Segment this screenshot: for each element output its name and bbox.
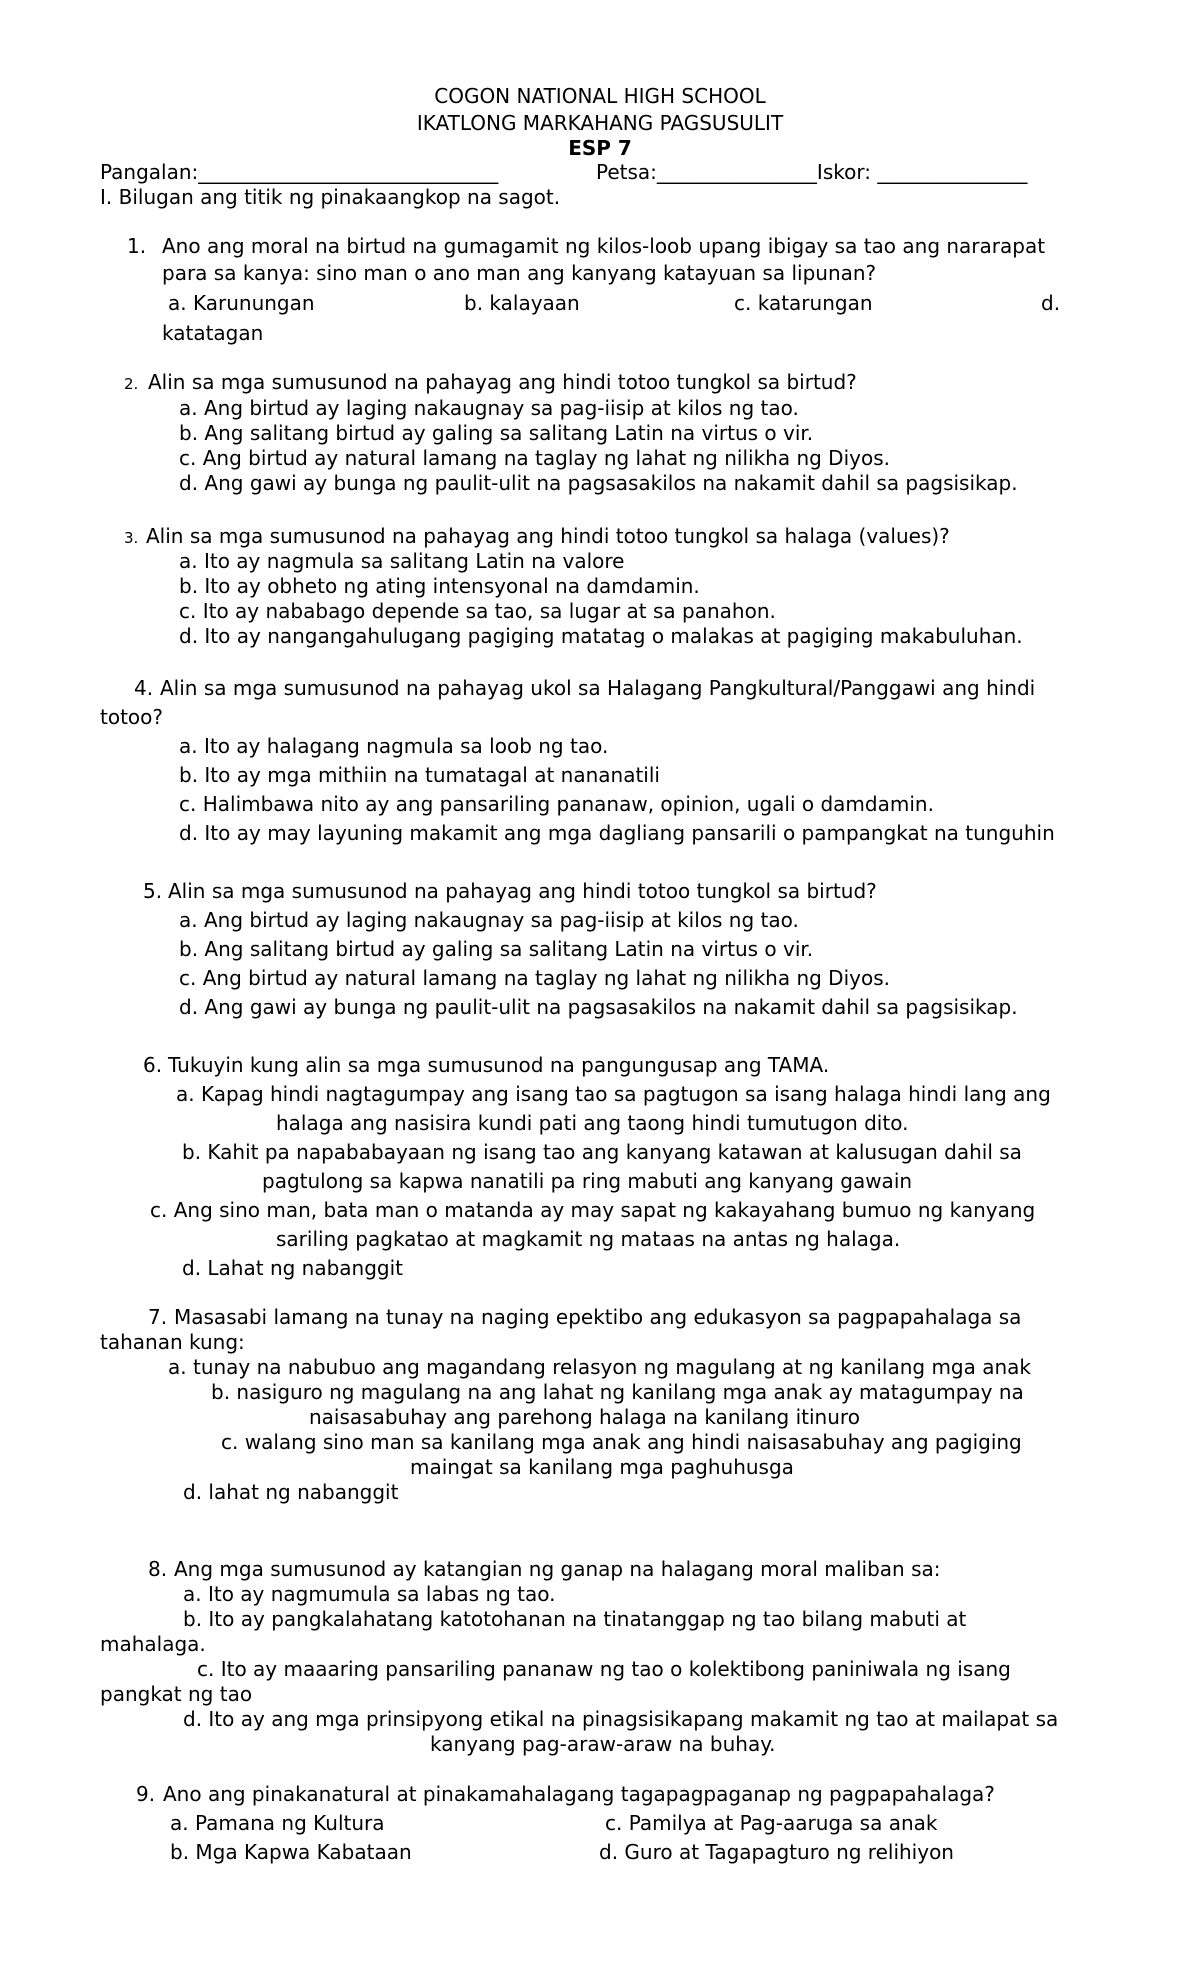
choice-d: d. lahat ng nabanggit bbox=[183, 1480, 399, 1504]
choice-d: d. Ito ay may layuning makamit ang mga dagliang pansarili o pampangkat na tunguhin bbox=[179, 821, 1055, 845]
name-label: Pangalan: bbox=[100, 160, 199, 184]
choice-a: a. Ang birtud ay laging nakaugnay sa pag-iisip at kilos ng tao. bbox=[179, 396, 799, 420]
question-text: Ano ang pinakanatural at pinakamahalagang tagapagpaganap ng pagpapahalaga? bbox=[163, 1782, 995, 1806]
choice-b: b. Mga Kapwa Kabataan bbox=[170, 1840, 412, 1864]
choice-d: d. Lahat ng nabanggit bbox=[182, 1256, 404, 1280]
question-text: Ano ang moral na birtud na gumagamit ng kilos-loob upang ibigay sa tao ang nararapat bbox=[162, 234, 1046, 258]
score-label: Iskor: bbox=[816, 160, 878, 184]
question-text: Alin sa mga sumusunod na pahayag ang hindi totoo tungkol sa birtud? bbox=[168, 879, 877, 903]
choice-d: d. bbox=[1041, 291, 1061, 315]
choice-d: d. Ito ay nangangahulugang pagiging matatag o malakas at pagiging makabuluhan. bbox=[179, 624, 1023, 648]
choice-a: a. Pamana ng Kultura bbox=[170, 1811, 385, 1835]
choice-a: a. Ito ay nagmula sa salitang Latin na valore bbox=[179, 549, 625, 573]
question-number: 9. bbox=[136, 1782, 156, 1806]
choice-b-cont: pagtulong sa kapwa nanatili pa ring mabuti ang kanyang gawain bbox=[262, 1169, 913, 1193]
question-text: Alin sa mga sumusunod na pahayag ang hindi totoo tungkol sa halaga (values)? bbox=[146, 524, 950, 548]
question-text: totoo? bbox=[100, 705, 164, 729]
school-name: COGON NATIONAL HIGH SCHOOL bbox=[434, 84, 766, 108]
choice-b-cont: naisasabuhay ang parehong halaga na kanilang itinuro bbox=[309, 1405, 860, 1429]
question-text: Masasabi lamang na tunay na naging epektibo ang edukasyon sa pagpapahalaga sa bbox=[174, 1305, 1022, 1329]
date-field bbox=[596, 160, 1027, 185]
name-field bbox=[100, 160, 498, 185]
choice-a: a. Ito ay nagmumula sa labas ng tao. bbox=[183, 1582, 556, 1606]
choice-b: b. Ang salitang birtud ay galing sa salitang Latin na virtus o vir. bbox=[179, 421, 814, 445]
choice-b: b. nasiguro ng magulang na ang lahat ng kanilang mga anak ay matagumpay na bbox=[211, 1380, 1024, 1404]
choice-d: d. Guro at Tagapagturo ng relihiyon bbox=[599, 1840, 954, 1864]
question-text: Alin sa mga sumusunod na pahayag ang hindi totoo tungkol sa birtud? bbox=[148, 370, 857, 394]
choice-c: c. Ito ay maaaring pansariling pananaw ng tao o kolektibong paniniwala ng isang bbox=[197, 1657, 1011, 1681]
choice-c: c. Ang birtud ay natural lamang na taglay ng lahat ng nilikha ng Diyos. bbox=[179, 446, 890, 470]
exam-title: IKATLONG MARKAHANG PAGSUSULIT bbox=[416, 111, 784, 135]
subject-title: ESP 7 bbox=[568, 136, 632, 160]
choice-c: c. Halimbawa nito ay ang pansariling pananaw, opinion, ugali o damdamin. bbox=[179, 792, 934, 816]
choice-a: a. Ito ay halagang nagmula sa loob ng tao. bbox=[179, 734, 609, 758]
question-number: 1. bbox=[127, 234, 147, 258]
choice-b: b. kalayaan bbox=[464, 291, 580, 315]
choice-d-text: katatagan bbox=[162, 321, 264, 345]
choice-c-cont: maingat sa kanilang mga paghuhusga bbox=[410, 1455, 794, 1479]
choice-b: b. Ang salitang birtud ay galing sa salitang Latin na virtus o vir. bbox=[179, 937, 814, 961]
question-number: 5. bbox=[143, 879, 163, 903]
instructions: I. Bilugan ang titik ng pinakaangkop na sagot. bbox=[100, 185, 561, 209]
choice-a: a. Kapag hindi nagtagumpay ang isang tao sa pagtugon sa isang halaga hindi lang ang bbox=[176, 1082, 1051, 1106]
choice-c: c. katarungan bbox=[734, 291, 873, 315]
question-text: Tukuyin kung alin sa mga sumusunod na pangungusap ang TAMA. bbox=[168, 1053, 830, 1077]
choice-b-cont: mahalaga. bbox=[100, 1632, 206, 1656]
question-number: 4. bbox=[134, 676, 154, 700]
date-blank: ________________ bbox=[656, 160, 817, 184]
choice-c: c. Pamilya at Pag-aaruga sa anak bbox=[605, 1811, 938, 1835]
choice-d: d. Ang gawi ay bunga ng paulit-ulit na pagsasakilos na nakamit dahil sa pagsisikap. bbox=[179, 471, 1018, 495]
choice-d: d. Ang gawi ay bunga ng paulit-ulit na pagsasakilos na nakamit dahil sa pagsisikap. bbox=[179, 995, 1018, 1019]
question-number: 6. bbox=[143, 1053, 163, 1077]
question-number: 2. bbox=[124, 375, 139, 393]
choice-b: b. Ito ay mga mithiin na tumatagal at nananatili bbox=[179, 763, 660, 787]
name-blank: ______________________________ bbox=[198, 160, 499, 184]
question-text: Alin sa mga sumusunod na pahayag ukol sa Halagang Pangkultural/Panggawi ang hindi bbox=[160, 676, 1036, 700]
choice-c: c. walang sino man sa kanilang mga anak ang hindi naisasabuhay ang pagiging bbox=[221, 1430, 1022, 1454]
question-text: para sa kanya: sino man o ano man ang kanyang katayuan sa lipunan? bbox=[162, 261, 877, 285]
question-number: 8. bbox=[148, 1557, 168, 1581]
choice-c: c. Ito ay nababago depende sa tao, sa lugar at sa panahon. bbox=[179, 599, 776, 623]
choice-d-cont: kanyang pag-araw-araw na buhay. bbox=[430, 1732, 776, 1756]
choice-c-cont: pangkat ng tao bbox=[100, 1682, 253, 1706]
choice-a: a. tunay na nabubuo ang magandang relasyon ng magulang at ng kanilang mga anak bbox=[168, 1355, 1032, 1379]
choice-b: b. Ito ay pangkalahatang katotohanan na tinatanggap ng tao bilang mabuti at bbox=[183, 1607, 967, 1631]
choice-c-cont: sariling pagkatao at magkamit ng mataas na antas ng halaga. bbox=[276, 1227, 901, 1251]
choice-b: b. Ito ay obheto ng ating intensyonal na damdamin. bbox=[179, 574, 700, 598]
choice-a: a. Karunungan bbox=[168, 291, 315, 315]
question-text: tahanan kung: bbox=[100, 1330, 245, 1354]
choice-b: b. Kahit pa napababayaan ng isang tao ang kanyang katawan at kalusugan dahil sa bbox=[182, 1140, 1022, 1164]
choice-a: a. Ang birtud ay laging nakaugnay sa pag-iisip at kilos ng tao. bbox=[179, 908, 799, 932]
question-number: 3. bbox=[124, 529, 139, 547]
date-label: Petsa: bbox=[596, 160, 657, 184]
question-text: Ang mga sumusunod ay katangian ng ganap na halagang moral maliban sa: bbox=[174, 1557, 941, 1581]
choice-c: c. Ang sino man, bata man o matanda ay may sapat ng kakayahang bumuo ng kanyang bbox=[150, 1198, 1036, 1222]
question-number: 7. bbox=[148, 1305, 168, 1329]
choice-d: d. Ito ay ang mga prinsipyong etikal na pinagsisikapang makamit ng tao at mailapat sa bbox=[183, 1707, 1059, 1731]
score-blank: _______________ bbox=[877, 160, 1028, 184]
choice-a-cont: halaga ang nasisira kundi pati ang taong hindi tumutugon dito. bbox=[276, 1111, 909, 1135]
choice-c: c. Ang birtud ay natural lamang na taglay ng lahat ng nilikha ng Diyos. bbox=[179, 966, 890, 990]
